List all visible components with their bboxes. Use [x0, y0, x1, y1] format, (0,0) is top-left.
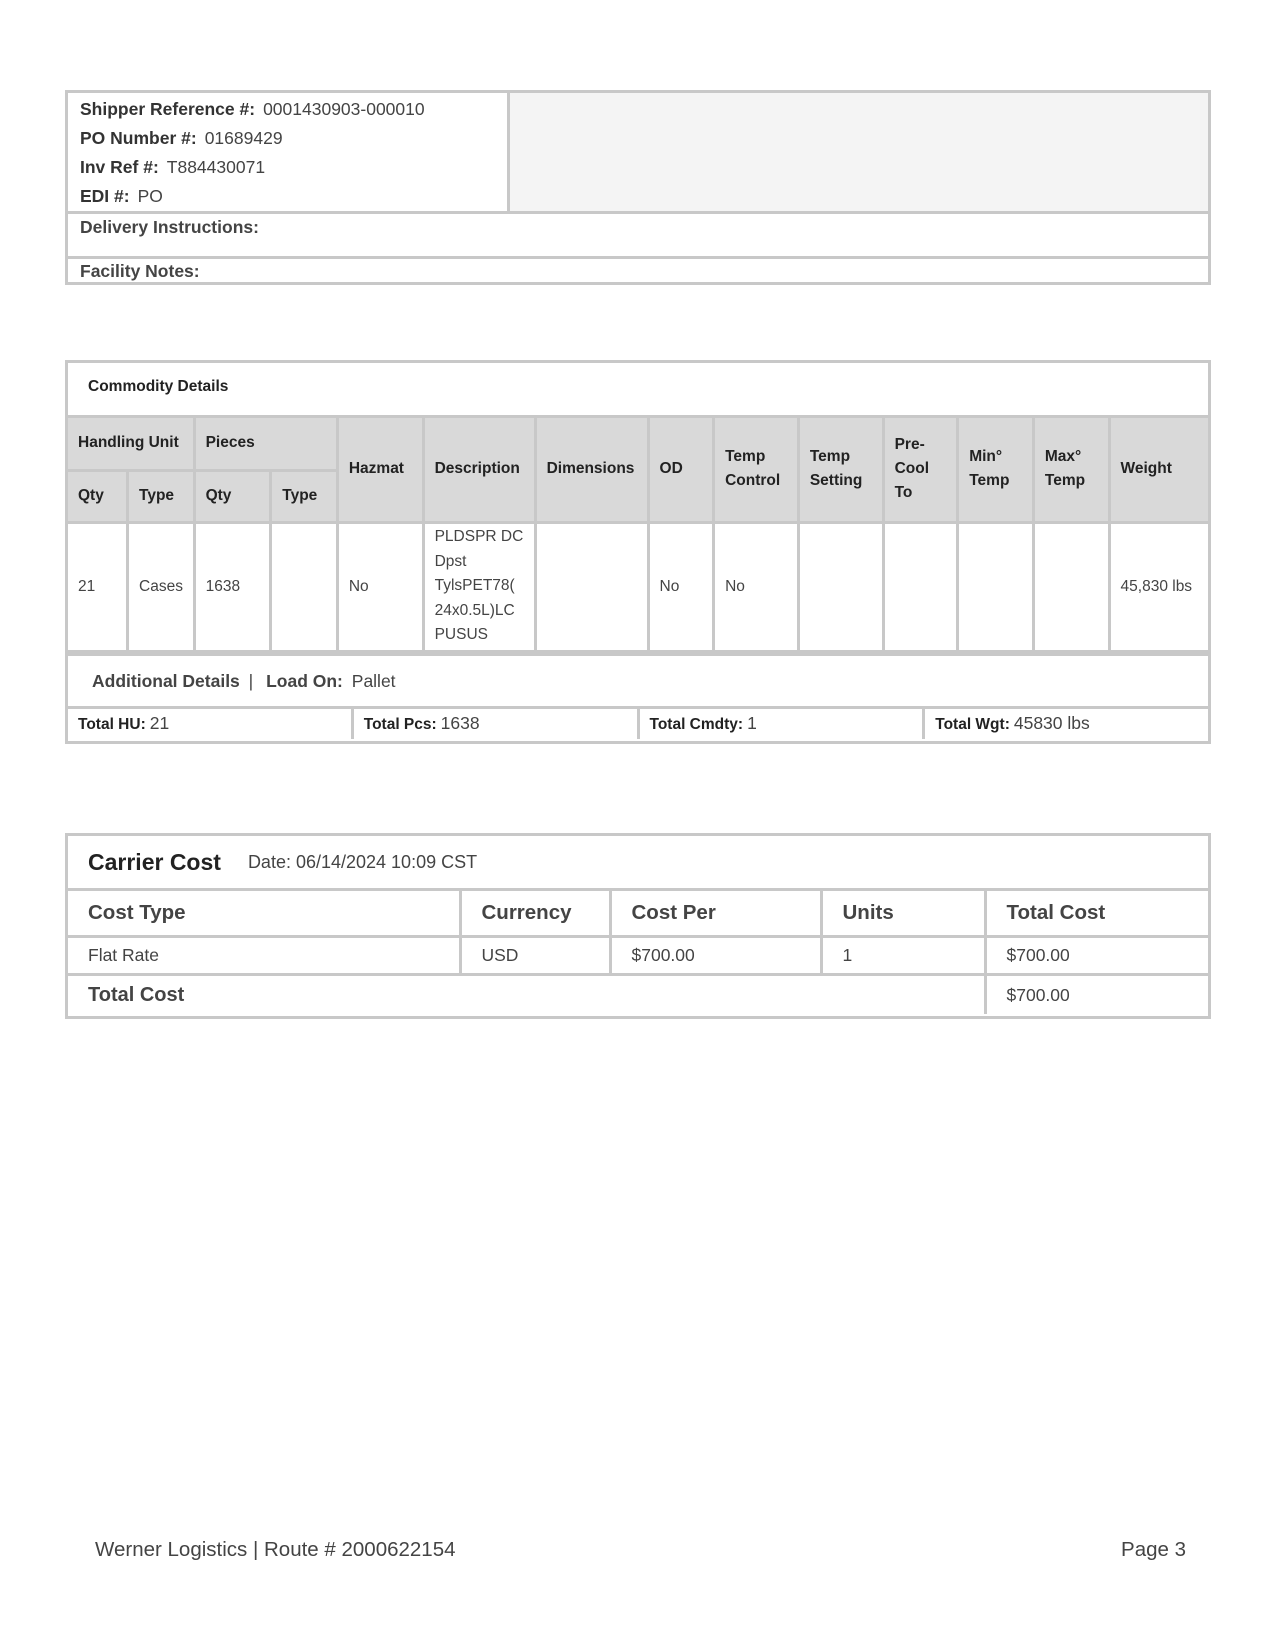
page-number: Page 3: [1121, 1538, 1186, 1561]
header-hazmat: Hazmat: [337, 418, 423, 522]
header-description: Description: [423, 418, 535, 522]
total-cmdty-value: 1: [747, 712, 757, 733]
cell-cost-per: $700.00: [610, 937, 821, 975]
facility-notes: Facility Notes:: [80, 261, 200, 281]
cell-currency: USD: [460, 937, 610, 975]
cell-units: 1: [821, 937, 985, 975]
header-pcs-qty: Qty: [194, 470, 271, 522]
header-dimensions: Dimensions: [535, 418, 648, 522]
cell-cost-type: Flat Rate: [68, 937, 460, 975]
total-cost-value: $700.00: [985, 975, 1208, 1015]
inv-ref: [80, 153, 507, 182]
header-weight: Weight: [1109, 418, 1208, 522]
cell-dimensions: [535, 522, 648, 651]
header-total-cost: Total Cost: [985, 891, 1208, 937]
shipper-reference-label: Shipper Reference #:: [80, 99, 256, 119]
additional-details-label: Additional Details: [92, 670, 240, 691]
po-number-label: PO Number #:: [80, 128, 197, 148]
total-pcs-value: 1638: [440, 712, 480, 733]
cell-hu-qty: 21: [68, 522, 128, 651]
table-row: [68, 937, 1208, 975]
cell-total-cost: $700.00: [985, 937, 1208, 975]
shipper-reference-value: 0001430903-000010: [263, 99, 425, 119]
cell-pcs-type: [271, 522, 338, 651]
total-hu-label: Total HU:: [78, 715, 146, 733]
total-cost-label: Total Cost: [68, 975, 985, 1015]
separator: |: [248, 670, 254, 691]
commodity-title: Commodity Details: [68, 363, 1208, 418]
po-number-value: 01689429: [204, 128, 283, 148]
footer-route: Werner Logistics | Route # 2000622154: [95, 1538, 456, 1561]
header-pre-cool: Pre-Cool To: [883, 418, 958, 522]
header-cost-type: Cost Type: [68, 891, 460, 937]
totals-row: [68, 709, 1208, 739]
delivery-instructions: Delivery Instructions:: [68, 214, 1208, 259]
header-hu-type: Type: [128, 470, 195, 522]
header-temp-control: Temp Control: [714, 418, 799, 522]
shipper-reference: [80, 95, 507, 124]
inv-ref-label: Inv Ref #:: [80, 157, 159, 177]
cell-min-temp: [958, 522, 1034, 651]
total-wgt-value: 45830 lbs: [1013, 712, 1090, 733]
total-hu: [68, 709, 354, 739]
table-row: [68, 522, 1208, 651]
total-wgt-label: Total Wgt:: [935, 715, 1010, 733]
reference-fields: [68, 93, 510, 211]
cell-pre-cool: [883, 522, 958, 651]
header-handling-unit: Handling Unit: [68, 418, 194, 470]
cell-hazmat: No: [337, 522, 423, 651]
header-hu-qty: Qty: [68, 470, 128, 522]
reference-section: [65, 90, 1211, 285]
po-number: [80, 124, 507, 153]
header-temp-setting: Temp Setting: [798, 418, 883, 522]
total-cmdty: [640, 709, 926, 739]
cell-od: No: [648, 522, 714, 651]
cell-temp-control: No: [714, 522, 799, 651]
total-pcs: [354, 709, 640, 739]
header-max-temp: Max° Temp: [1033, 418, 1109, 522]
carrier-cost-header: [68, 836, 1208, 891]
cell-pcs-qty: 1638: [194, 522, 271, 651]
edi-number: [80, 182, 507, 211]
header-od: OD: [648, 418, 714, 522]
load-on-value: Pallet: [351, 670, 396, 691]
total-cost-row: [68, 975, 1208, 1015]
carrier-cost-table: [68, 891, 1208, 1014]
commodity-section: [65, 360, 1211, 744]
cell-description: PLDSPR DC Dpst TylsPET78( 24x0.5L)LC PUSUS: [423, 522, 535, 651]
cell-hu-type: Cases: [128, 522, 195, 651]
total-wgt: [925, 709, 1208, 739]
header-min-temp: Min° Temp: [958, 418, 1034, 522]
header-pcs-type: Type: [271, 470, 338, 522]
header-currency: Currency: [460, 891, 610, 937]
reference-blank-panel: [510, 93, 1208, 211]
header-pieces: Pieces: [194, 418, 337, 470]
inv-ref-value: T884430071: [166, 157, 266, 177]
total-cmdty-label: Total Cmdty:: [649, 715, 744, 733]
cell-weight: 45,830 lbs: [1109, 522, 1208, 651]
edi-label: EDI #:: [80, 186, 130, 206]
carrier-cost-date: Date: 06/14/2024 10:09 CST: [247, 851, 478, 872]
header-units: Units: [821, 891, 985, 937]
cell-temp-setting: [798, 522, 883, 651]
header-cost-per: Cost Per: [610, 891, 821, 937]
edi-value: PO: [137, 186, 163, 206]
cell-max-temp: [1033, 522, 1109, 651]
carrier-cost-title: Carrier Cost: [88, 848, 221, 875]
carrier-cost-section: [65, 833, 1211, 1019]
total-pcs-label: Total Pcs:: [363, 715, 437, 733]
additional-details: [68, 653, 1208, 709]
load-on-label: Load On:: [266, 670, 343, 691]
commodity-table: [68, 418, 1208, 653]
total-hu-value: 21: [149, 712, 170, 733]
